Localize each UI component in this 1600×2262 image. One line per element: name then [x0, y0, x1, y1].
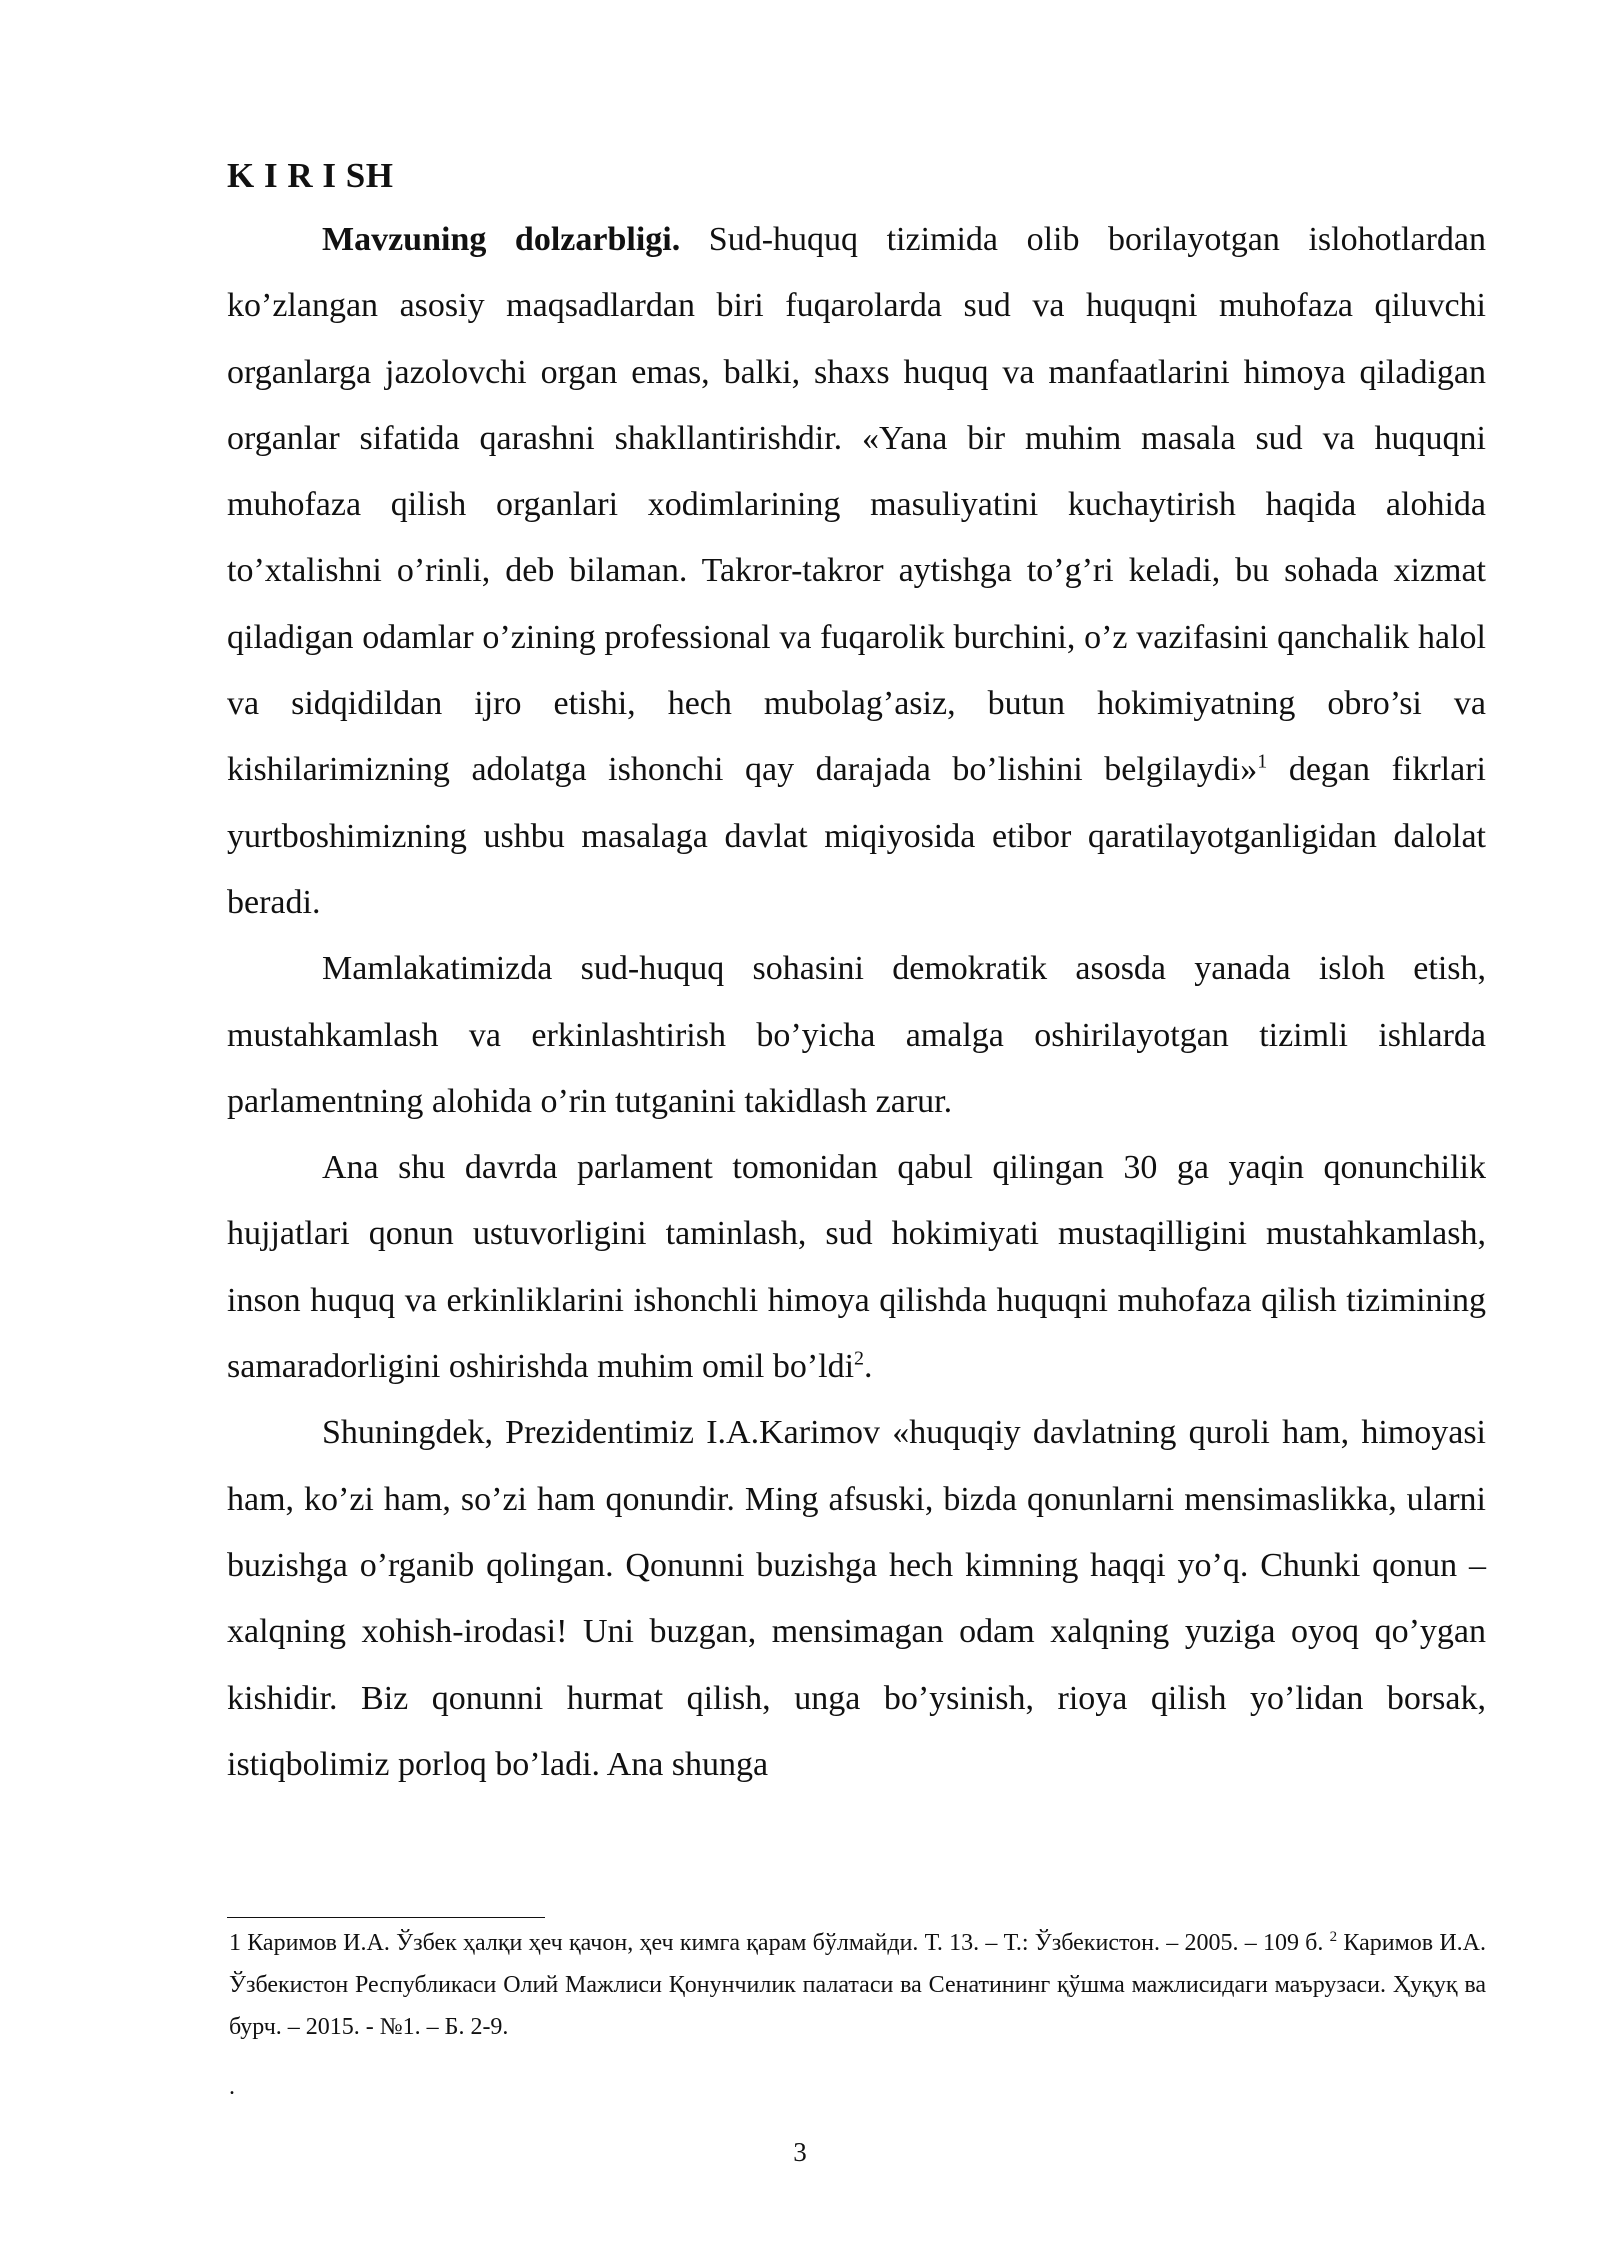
paragraph-text: degan fikrlari yurtboshimizning ushbu masalaga davlat miqiyosida etibor qaratilayotganligidan dalolat beradi. — [227, 751, 1486, 921]
footnotes — [229, 1922, 1486, 2048]
paragraph-relevance — [227, 207, 1486, 936]
paragraph-text: . — [864, 1348, 873, 1386]
footnote-separator — [227, 1917, 545, 1918]
body-text — [227, 207, 1486, 1798]
stray-mark: . — [229, 2074, 235, 2100]
paragraph-president-quote — [227, 1400, 1486, 1798]
footnote-2-marker: 2 — [1329, 1929, 1338, 1945]
paragraph-lead: Mavzuning dolzarbligi. — [322, 221, 681, 258]
paragraph-text: Mamlakatimizda sud-huquq sohasini demokratik asosda yanada isloh etish, mustahkamlash va erkinlashtirish bo’yicha amalga oshirilayotgan tizimli ishlarda parlamentning alohida o’rin tutganini takidlash zarur. — [227, 950, 1486, 1120]
paragraph-parliament-role — [227, 936, 1486, 1135]
footnote-1: 1 Каримов И.А. Ўзбек ҳалқи ҳеч қачон, ҳеч кимга қарам бўлмайди. Т. 13. – Т.: Ўзбекистон. – 2005. – 109 б. — [229, 1930, 1324, 1956]
footnote-2: Каримов И.А. Ўзбекистон Республикаси Олий Мажлиси Қонунчилик палатаси ва Сенатининг қўшма мажлисидаги маърузаси. Ҳуқуқ ва бурч. – 2015. - №1. – Б. 2-9. — [229, 1930, 1487, 2040]
paragraph-text: Shuningdek, Prezidentimiz I.A.Karimov «huquqiy davlatning quroli ham, himoyasi ham, ko’zi ham, so’zi ham qonundir. Ming afsuski, bizda qonunlarni mensimaslikka, ularni buzishga o’rganib qolingan. Qonunni buzishga hech kimning haqqi yo’q. Chunki qonun – xalqning xohish-irodasi! Uni buzgan, mensimagan odam xalqning yuziga oyoq qo’ygan kishidir. Biz qonunni hurmat qilish, unga bo’ysinish, rioya qilish yo’lidan borsak, istiqbolimiz porloq bo’ladi. Ana shunga — [227, 1414, 1486, 1783]
paragraph-legislation — [227, 1135, 1486, 1400]
paragraph-text: Ana shu davrda parlament tomonidan qabul qilingan 30 ga yaqin qonunchilik hujjatlari qonun ustuvorligini taminlash, sud hokimiyati mustaqilligini mustahkamlash, inson huquq va erkinliklarini ishonchli himoya qilishda huquqni muhofaza qilish tizimining samaradorligini oshirishda muhim omil bo’ldi — [227, 1149, 1486, 1386]
section-heading: K I R I SH — [227, 156, 394, 195]
page-number: 3 — [793, 2137, 807, 2167]
footnote-ref-2[interactable]: 2 — [854, 1347, 865, 1370]
footnote-ref-1[interactable]: 1 — [1257, 751, 1268, 774]
paragraph-text: Sud-huquq tizimida olib borilayotgan islohotlardan ko’zlangan asosiy maqsadlardan biri fuqarolarda sud va huquqni muhofaza qiluvchi organlarga jazolovchi organ emas, balki, shaxs huquq va manfaatlarini himoya qiladigan organlar sifatida qarashni shakllantirishdir. «Yana bir muhim masala sud va huquqni muhofaza qilish organlari xodimlarining masuliyatini kuchaytirish haqida alohida to’xtalishni o’rinli, deb bilaman. Takror-takror aytishga to’g’ri keladi, bu sohada xizmat qiladigan odamlar o’zining professional va fuqarolik burchini, o’z vazifasini qanchalik halol va sidqidildan ijro etishi, hech mubolag’asiz, butun hokimiyatning obro’si va kishilarimizning adolatga ishonchi qay darajada bo’lishini belgilaydi» — [227, 221, 1486, 789]
